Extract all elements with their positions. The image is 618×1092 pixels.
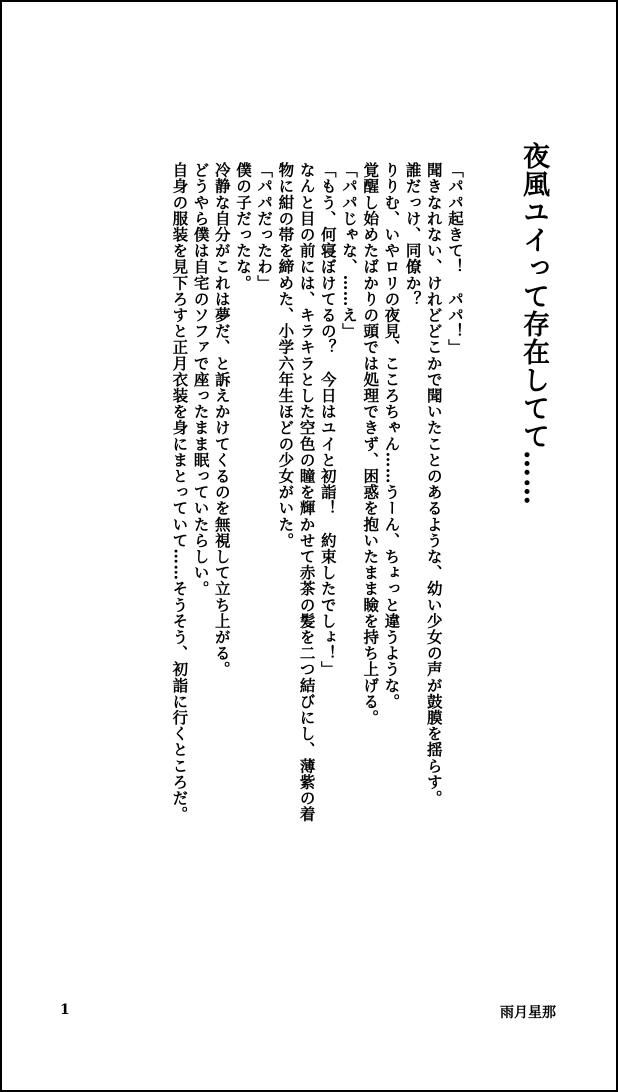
paragraph: 誰だっけ、同僚か？	[403, 162, 423, 307]
paragraph: 「パパじゃな、……え」	[339, 162, 359, 340]
paragraph: なんと目の前には、キラキラとした空色の瞳を輝かせて赤茶の髪を二つ結びにし、薄紫の着	[297, 162, 317, 823]
paragraph: 自身の服装を見下ろすと正月衣装を身にまとっていて……そうそう、初詣に行くところだ。	[170, 162, 190, 823]
paragraph: 物に紺の帯を締めた、小学六年生ほどの少女がいた。	[276, 162, 296, 549]
chapter-title: 夜風ユイって存在してて……	[518, 142, 549, 506]
paragraph: どうやら僕は自宅のソファで座ったまま眠っていたらしい。	[191, 162, 211, 597]
page-number: 1	[60, 1002, 70, 1018]
paragraph: りりむ、いやロリの夜見、こころちゃん……うーん、ちょっと違うような。	[382, 162, 402, 710]
paragraph: 「パパ起きて！ パパ！」	[446, 162, 465, 356]
paragraph: 覚醒し始めたばかりの頭では処理できず、困惑を抱いたまま瞼を持ち上げる。	[361, 162, 381, 726]
paragraph: 「パパだったわ」	[255, 162, 275, 291]
paragraph: 僕の子だったな。	[233, 162, 253, 291]
author-name: 雨月星那	[500, 1005, 556, 1021]
paragraph: 冷静な自分がこれは夢だ、と訴えかけてくるのを無視して立ち上がる。	[212, 162, 232, 678]
paragraph: 聞きなれない、けれどどこかで聞いたことのあるような、幼い少女の声が鼓膜を揺らす。	[424, 162, 444, 806]
body-text	[169, 162, 466, 922]
paragraph: 「もう、何寝ぼけてるの？ 今日はユイと初詣！ 約束したでしょ！」	[318, 162, 338, 678]
